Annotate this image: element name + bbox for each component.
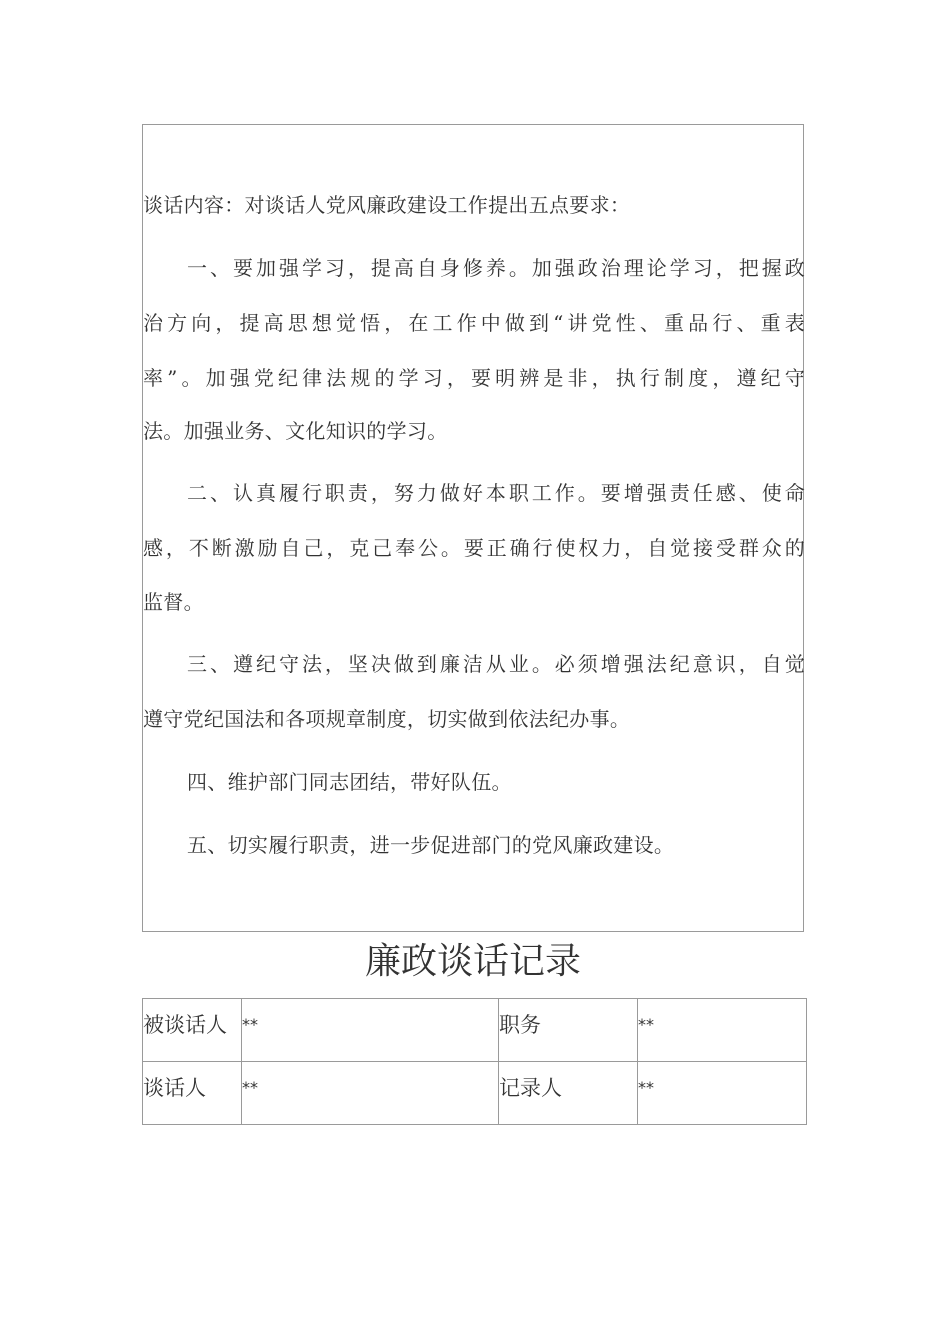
interviewer-value: **: [242, 1062, 499, 1125]
recorder-value: **: [638, 1062, 807, 1125]
requirement-line: 率”。加强党纪律法规的学习，要明辨是非，执行制度，遵纪守: [143, 366, 805, 390]
requirement-line: 法。加强业务、文化知识的学习。: [143, 419, 448, 443]
position-value: **: [638, 999, 807, 1062]
requirement-line: 一、要加强学习，提高自身修养。加强政治理论学习，把握政: [187, 256, 805, 280]
document-title: 廉政谈话记录: [364, 941, 581, 982]
requirement-line: 四、维护部门同志团结，带好队伍。: [187, 770, 512, 794]
interviewee-label: 被谈话人: [143, 999, 242, 1062]
requirement-line: 遵守党纪国法和各项规章制度，切实做到依法纪办事。: [143, 707, 631, 731]
interviewee-value: **: [242, 999, 499, 1062]
requirement-line: 五、切实履行职责，进一步促进部门的党风廉政建设。: [187, 833, 675, 857]
talk-content-intro: 谈话内容：对谈话人党风廉政建设工作提出五点要求：: [143, 193, 631, 217]
recorder-label: 记录人: [499, 1062, 638, 1125]
requirement-line: 监督。: [143, 590, 204, 614]
interviewer-label: 谈话人: [143, 1062, 242, 1125]
requirement-line: 二、认真履行职责，努力做好本职工作。要增强责任感、使命: [187, 481, 805, 505]
requirement-line: 三、遵纪守法，坚决做到廉洁从业。必须增强法纪意识，自觉: [187, 652, 805, 676]
record-table: [142, 998, 807, 1125]
talk-content-box: [142, 124, 804, 932]
table-row: [143, 999, 807, 1062]
requirement-line: 感，不断激励自己，克己奉公。要正确行使权力，自觉接受群众的: [143, 536, 805, 560]
position-label: 职务: [499, 999, 638, 1062]
requirement-line: 治方向，提高思想觉悟，在工作中做到“讲党性、重品行、重表: [143, 311, 805, 335]
table-row: [143, 1062, 807, 1125]
